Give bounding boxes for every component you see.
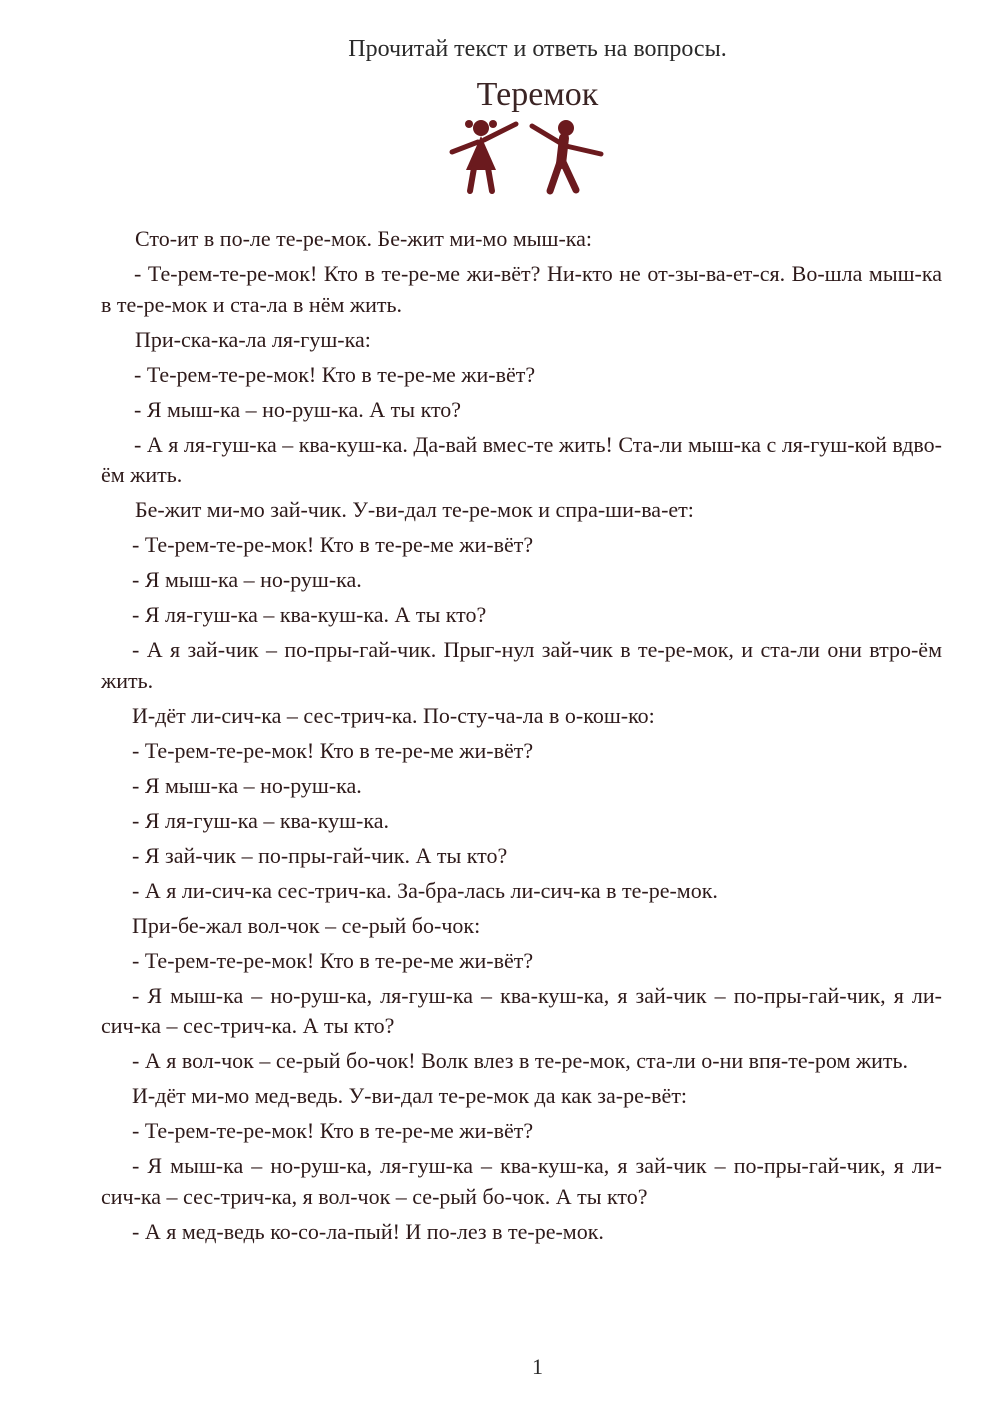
children-icon [448,116,608,196]
paragraph: - Те-рем-те-ре-мок! Кто в те-ре-ме жи-вёт? [134,361,536,387]
paragraph: - Те-рем-те-ре-мок! Кто в те-ре-ме жи-вёт? Ни-кто не от-зы-ва-ет-ся. Во-шла мыш-ка в те-ре-мок и ста-ла в нём жить. [101,261,942,317]
paragraph: - Я ля-гуш-ка – ква-куш-ка. А ты кто? [132,602,487,627]
paragraph: И-дёт ли-сич-ка – сес-трич-ка. По-сту-ча-ла в о-кош-ко: [132,702,655,728]
paragraph: - А я вол-чок – се-рый бо-чок! Волк влез в те-ре-мок, ста-ли о-ни впя-те-ром жить. [132,1048,909,1073]
paragraph: При-ска-ка-ла ля-гуш-ка: [135,326,371,352]
paragraph: - Те-рем-те-ре-мок! Кто в те-ре-ме жи-вёт? [132,1118,534,1143]
paragraph: Бе-жит ми-мо зай-чик. У-ви-дал те-ре-мок и спра-ши-ва-ет: [135,497,694,522]
paragraph: - Я мыш-ка – но-руш-ка, ля-гуш-ка – ква-куш-ка, я зай-чик – по-пры-гай-чик, я ли-сич-ка – сес-трич-ка, я вол-чок – се-рый бо-чок. А ты кто? [101,1153,942,1209]
paragraph: - Я мыш-ка – но-руш-ка. [132,772,362,798]
paragraph: - Я зай-чик – по-пры-гай-чик. А ты кто? [132,842,508,868]
page-number: 1 [532,1354,543,1379]
instruction-text: Прочитай текст и ответь на вопросы. [348,36,727,62]
paragraph: - Я мыш-ка – но-руш-ка, ля-гуш-ка – ква-куш-ка, я зай-чик – по-пры-гай-чик, я ли-сич-ка – сес-трич-ка. А ты кто? [101,982,942,1038]
paragraph: - Я мыш-ка – но-руш-ка. А ты кто? [134,396,462,422]
paragraph: - Те-рем-те-ре-мок! Кто в те-ре-ме жи-вёт? [132,947,534,973]
paragraph: - Я мыш-ка – но-руш-ка. [132,567,362,592]
paragraph: - А я ли-сич-ка сес-трич-ка. За-бра-лась ли-сич-ка в те-ре-мок. [132,877,718,903]
story-text [101,224,942,1252]
paragraph: И-дёт ми-мо мед-ведь. У-ви-дал те-ре-мок да как за-ре-вёт: [132,1083,688,1108]
paragraph: - А я мед-ведь ко-со-ла-пый! И по-лез в те-ре-мок. [132,1218,604,1244]
paragraph: - А я ля-гуш-ка – ква-куш-ка. Да-вай вмес-те жить! Ста-ли мыш-ка с ля-гуш-кой вдво-ём жить. [101,431,942,487]
paragraph: - Те-рем-те-ре-мок! Кто в те-ре-ме жи-вёт? [132,532,534,557]
paragraph: - А я зай-чик – по-пры-гай-чик. Прыг-нул зай-чик в те-ре-мок, и ста-ли они втро-ём жить. [101,637,942,693]
paragraph: - Я ля-гуш-ка – ква-куш-ка. [132,807,389,833]
paragraph: При-бе-жал вол-чок – се-рый бо-чок: [132,912,481,938]
paragraph: - Те-рем-те-ре-мок! Кто в те-ре-ме жи-вёт? [132,737,534,763]
story-title: Теремок [476,76,599,113]
paragraph: Сто-ит в по-ле те-ре-мок. Бе-жит ми-мо мыш-ка: [135,226,593,251]
